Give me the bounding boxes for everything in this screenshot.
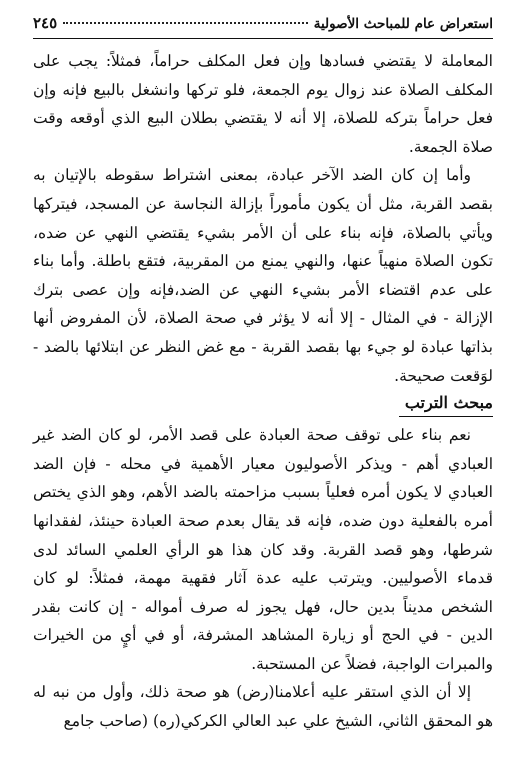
body-text [33, 47, 493, 736]
section-heading: مبحث الترتب [399, 390, 493, 417]
page-number: ٢٤٥ [33, 14, 58, 32]
paragraph: نعم بناء على توقف صحة العبادة على قصد الأمر، لو كان الضد غير العبادي أهم - ويذكر الأصوليون معيار الأهمية في محله - فإن الضد العبادي لا يكون أمره فعلياً بسبب مزاحمته بالضد الأهم، وهو الذي يختص أمره بالفعلية دون ضده، فإنه قد يقال بعدم صحة العبادة حينئذ، لفقدانها شرطها، وهو قصد القربة. وقد كان هذا هو الرأي العلمي السائد لدى قدماء الأصوليين. ويترتب عليه عدة آثار فقهية مهمة، فمثلاً: لو كان الشخص مديناً بدين حال، فهل يجوز له صرف أمواله - إن كانت بقدر الدين - في الحج أو زيارة المشاهد المشرفة، أو في أيٍ من الخيرات والمبرات الواجبة، فضلاً عن المستحبة. [33, 426, 493, 673]
leader-dots [63, 22, 308, 24]
paragraph: وأما إن كان الضد الآخر عبادة، بمعنى اشتراط سقوطه بالإتيان به بقصد القربة، مثل أن يكون مأموراً بإزالة النجاسة عن المسجد، فيتركها ويأتي بالصلاة، فإنه بناء على أن الأمر بشيء يقتضي النهي عن ضده، تكون الصلاة منهياً عنها، والنهي يمنع من المقربية، فتقع باطلة. وأما بناء على عدم اقتضاء الأمر بشيء النهي عن الضد،فإنه وإن عصى بترك الإزالة - في المثال - إلا أنه لا يؤثر في صحة الصلاة، لأن المفروض أنها بذاتها عبادة لو جيء بها بقصد القربة - مع غض النظر عن ابتلائها بالضد - لوَقعت صحيحة. [33, 166, 493, 385]
paragraph: المعاملة لا يقتضي فسادها وإن فعل المكلف حراماً، فمثلاً: يجب على المكلف الصلاة عند زوال يوم الجمعة، فلو تركها وانشغل بالبيع فإنه وإن فعل حراماً بتركه للصلاة، إلا أنه لا يقتضي بطلان البيع الذي أوقعه وقت صلاة الجمعة. [33, 52, 493, 156]
section-heading-row [33, 390, 493, 421]
paragraph: إلا أن الذي استقر عليه أعلامنا(رض) هو صحة ذلك، وأول من نبه له هو المحقق الثاني، الشيخ علي عبد العالي الكركي(ره) (صاحب جامع [33, 683, 493, 731]
running-header [33, 14, 493, 39]
running-title: استعراض عام للمباحث الأصولية [313, 16, 493, 32]
